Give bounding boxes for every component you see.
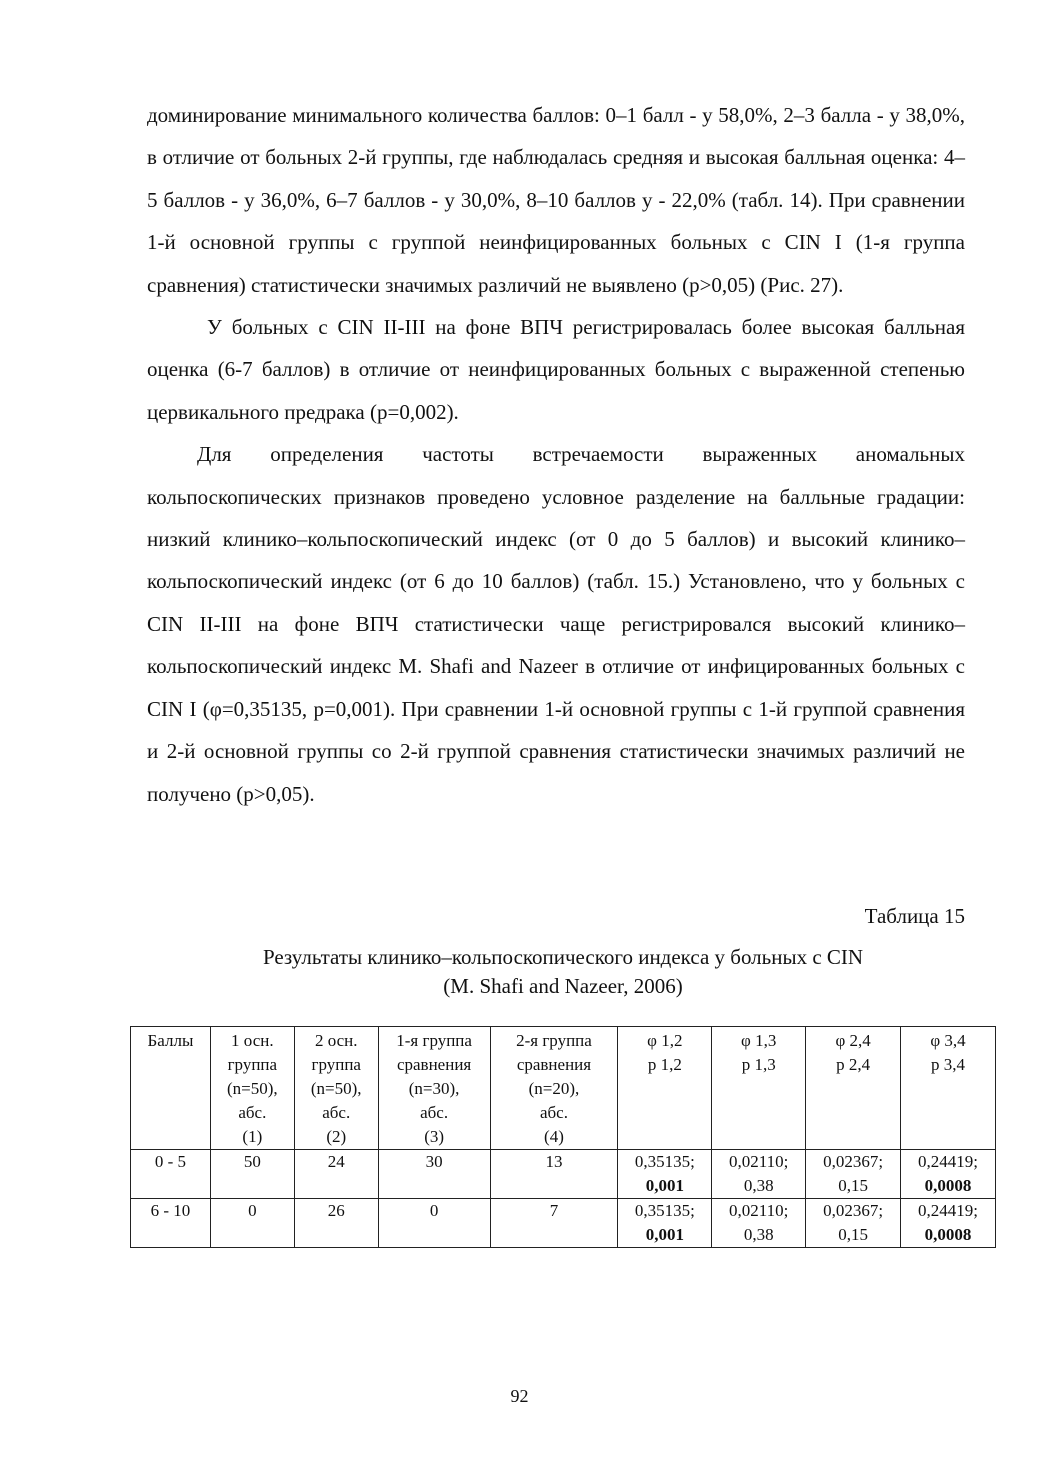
table-header-row [131,1027,996,1150]
cell-group-1: 0 [210,1199,294,1248]
paragraph-3: Для определения частоты встречаемости выраженных аномальных кольпоскопических признаков проведено условное разделение на балльные градации: низкий клинико–кольпоскопический индекс (от 0 до 5 баллов) и высокий клинико–кольпоскопический индекс (от 6 до 10 баллов) (табл. 15.) Установлено, что у больных с CIN II-III на фоне ВПЧ статистически чаще регистрировался высокий клинико–кольпоскопический индекс M. Shafi and Nazeer в отличие от инфицированных больных с CIN I (φ=0,35135, p=0,001). При сравнении 1-й основной группы с 1-й группой сравнения и 2-й основной группы со 2-й группой сравнения статистически значимых различий не получено (p>0,05). [147,442,965,806]
header-group-2: 2 осн. группа (n=50), абс. (2) [294,1027,378,1150]
results-table [130,1026,996,1248]
cell-phi-34: 0,24419; 0,0008 [901,1150,996,1199]
table-title [130,943,996,1001]
cell-group-2: 24 [294,1150,378,1199]
cell-comparison-2: 7 [490,1199,618,1248]
header-phi-13: φ 1,3 p 1,3 [712,1027,806,1150]
table-title-line-2: (M. Shafi and Nazeer, 2006) [443,974,683,998]
header-comparison-group-1: 1-я группа сравнения (n=30), абс. (3) [378,1027,490,1150]
cell-phi-24: 0,02367; 0,15 [806,1199,901,1248]
header-score: Баллы [131,1027,211,1150]
header-phi-12: φ 1,2 p 1,2 [618,1027,712,1150]
header-group-1: 1 осн. группа (n=50), абс. (1) [210,1027,294,1150]
cell-group-1: 50 [210,1150,294,1199]
cell-phi-24: 0,02367; 0,15 [806,1150,901,1199]
cell-phi-13: 0,02110; 0,38 [712,1150,806,1199]
cell-score: 6 - 10 [131,1199,211,1248]
cell-phi-34: 0,24419; 0,0008 [901,1199,996,1248]
table-row [131,1199,996,1248]
page-number: 92 [510,1386,529,1406]
paragraph-2: У больных с CIN II-III на фоне ВПЧ регистрировалась более высокая балльная оценка (6-7 баллов) в отличие от неинфицированных больных с выраженной степенью цервикального предрака (p=0,002). [147,315,965,424]
header-comparison-group-2: 2-я группа сравнения (n=20), абс. (4) [490,1027,618,1150]
cell-group-2: 26 [294,1199,378,1248]
cell-score: 0 - 5 [131,1150,211,1199]
cell-phi-12: 0,35135; 0,001 [618,1199,712,1248]
cell-comparison-1: 0 [378,1199,490,1248]
header-phi-34: φ 3,4 p 3,4 [901,1027,996,1150]
table-title-line-1: Результаты клинико–кольпоскопического индекса у больных с CIN [262,945,864,969]
paragraph-1: доминирование минимального количества баллов: 0–1 балл - у 58,0%, 2–3 балла - у 38,0%, в отличие от больных 2-й группы, где наблюдалась средняя и высокая балльная оценка: 4–5 баллов - у 36,0%, 6–7 баллов - у 30,0%, 8–10 баллов у - 22,0% (табл. 14). При сравнении 1-й основной группы с группой неинфицированных больных с CIN I (1-я группа сравнения) статистически значимых различий не выявлено (p>0,05) (Рис. 27). [147,103,965,297]
cell-comparison-1: 30 [378,1150,490,1199]
body-text [147,94,965,815]
table-label: Таблица 15 [864,904,965,928]
cell-phi-12: 0,35135; 0,001 [618,1150,712,1199]
cell-phi-13: 0,02110; 0,38 [712,1199,806,1248]
header-phi-24: φ 2,4 p 2,4 [806,1027,901,1150]
table-row [131,1150,996,1199]
cell-comparison-2: 13 [490,1150,618,1199]
